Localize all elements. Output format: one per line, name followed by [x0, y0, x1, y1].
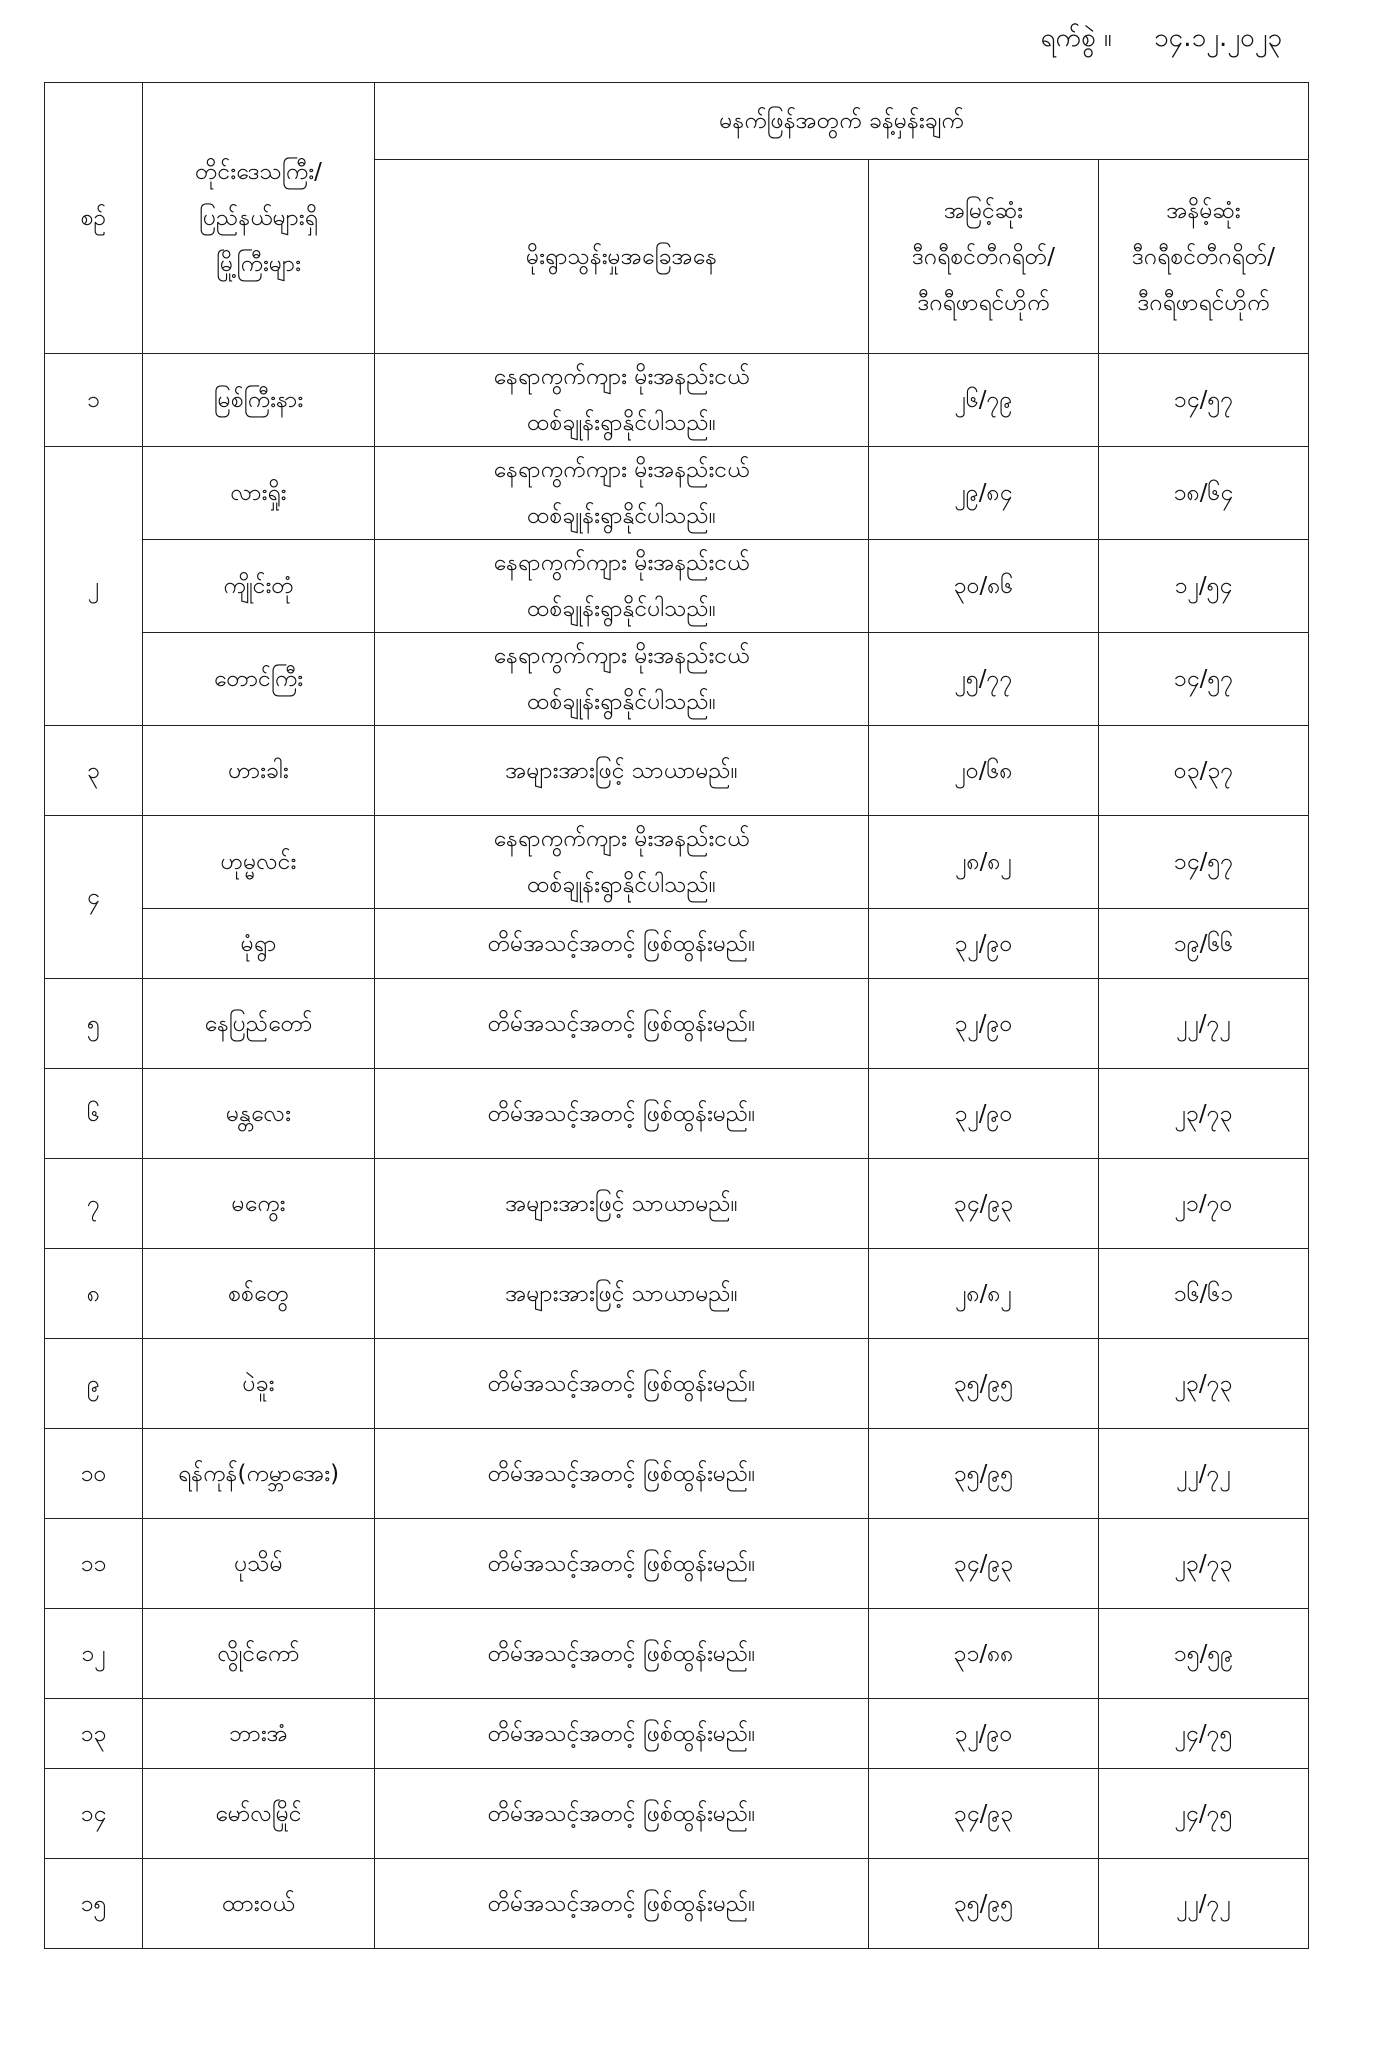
city-cell: လွိုင်ကော် [143, 1609, 375, 1699]
table-row [45, 816, 1309, 909]
min-temp-cell: ၂၂/၇၂ [1099, 1429, 1309, 1519]
table-row [45, 1249, 1309, 1339]
min-temp-cell: ၂၃/၇၃ [1099, 1519, 1309, 1609]
header-serial: စဉ် [45, 83, 143, 354]
condition-line: တိမ်အသင့်အတင့် ဖြစ်ထွန်းမည်။ [487, 1370, 756, 1397]
city-cell: ဘားအံ [143, 1699, 375, 1769]
min-temp-cell: ၂၄/၇၅ [1099, 1769, 1309, 1859]
serial-cell: ၁၀ [45, 1429, 143, 1519]
max-temp-cell: ၃၄/၉၃ [869, 1519, 1099, 1609]
serial-cell: ၁၃ [45, 1699, 143, 1769]
condition-line: တိမ်အသင့်အတင့် ဖြစ်ထွန်းမည်။ [487, 1800, 756, 1827]
min-temp-cell: ၂၃/၇၃ [1099, 1069, 1309, 1159]
max-temp-cell: ၃၂/၉၀ [869, 1699, 1099, 1769]
serial-cell: ၁၄ [45, 1769, 143, 1859]
city-cell: တောင်ကြီး [143, 633, 375, 726]
city-cell: ဟုမ္မလင်း [143, 816, 375, 909]
serial-cell: ၈ [45, 1249, 143, 1339]
table-body [45, 354, 1309, 1949]
max-temp-cell: ၂၆/၇၉ [869, 354, 1099, 447]
city-cell: ရန်ကုန်(ကမ္ဘာအေး) [143, 1429, 375, 1519]
condition-cell [375, 1159, 869, 1249]
header-forecast-group: မနက်ဖြန်အတွက် ခန့်မှန်းချက် [375, 83, 1309, 160]
min-temp-cell: ၂၂/၇၂ [1099, 979, 1309, 1069]
header-min-line: ဒီဂရီဖာရင်ဟိုက် [1137, 289, 1270, 316]
condition-line: ထစ်ချုန်းရွာနိုင်ပါသည်။ [527, 410, 716, 436]
condition-cell [375, 726, 869, 816]
min-temp-cell: ၂၁/၇၀ [1099, 1159, 1309, 1249]
condition-line: နေရာကွက်ကျား မိုးအနည်းငယ် [493, 643, 750, 669]
table-row [45, 1519, 1309, 1609]
condition-cell [375, 540, 869, 633]
condition-line: တိမ်အသင့်အတင့် ဖြစ်ထွန်းမည်။ [487, 1100, 756, 1127]
min-temp-cell: ၂၂/၇၂ [1099, 1859, 1309, 1949]
condition-line: ထစ်ချုန်းရွာနိုင်ပါသည်။ [527, 503, 716, 529]
condition-cell [375, 1859, 869, 1949]
max-temp-cell: ၂၈/၈၂ [869, 1249, 1099, 1339]
max-temp-cell: ၃၅/၉၅ [869, 1859, 1099, 1949]
max-temp-cell: ၃၄/၉၃ [869, 1769, 1099, 1859]
condition-line: တိမ်အသင့်အတင့် ဖြစ်ထွန်းမည်။ [487, 1460, 756, 1487]
condition-line: တိမ်အသင့်အတင့် ဖြစ်ထွန်းမည်။ [487, 930, 756, 957]
serial-cell: ၄ [45, 816, 143, 979]
min-temp-cell: ၁၆/၆၁ [1099, 1249, 1309, 1339]
condition-line: တိမ်အသင့်အတင့် ဖြစ်ထွန်းမည်။ [487, 1640, 756, 1667]
header-city-line: မြို့ကြီးများ [216, 251, 301, 277]
header-city-line: ပြည်နယ်များရှိ [199, 205, 318, 231]
header-max-line: ဒီဂရီဖာရင်ဟိုက် [917, 289, 1050, 316]
city-cell: လားရှိုး [143, 447, 375, 540]
condition-line: တိမ်အသင့်အတင့် ဖြစ်ထွန်းမည်။ [487, 1550, 756, 1577]
condition-cell [375, 1339, 869, 1429]
min-temp-cell: ၁၂/၅၄ [1099, 540, 1309, 633]
condition-line: အများအားဖြင့် သာယာမည်။ [505, 757, 738, 784]
condition-cell [375, 909, 869, 979]
condition-cell [375, 1699, 869, 1769]
city-cell: မုံရွာ [143, 909, 375, 979]
serial-cell: ၁ [45, 354, 143, 447]
condition-cell [375, 979, 869, 1069]
document-date [1041, 20, 1282, 59]
condition-line: နေရာကွက်ကျား မိုးအနည်းငယ် [493, 826, 750, 852]
table-row [45, 1339, 1309, 1429]
max-temp-cell: ၃၂/၉၀ [869, 1069, 1099, 1159]
header-min-line: အနိမ့်ဆုံး [1166, 197, 1241, 224]
condition-cell [375, 1429, 869, 1519]
header-condition: မိုးရွာသွန်းမှုအခြေအနေ [375, 160, 869, 354]
min-temp-cell: ၁၅/၅၉ [1099, 1609, 1309, 1699]
condition-cell [375, 1519, 869, 1609]
min-temp-cell: ၂၃/၇၃ [1099, 1339, 1309, 1429]
min-temp-cell: ၁၈/၆၄ [1099, 447, 1309, 540]
max-temp-cell: ၂၈/၈၂ [869, 816, 1099, 909]
min-temp-cell: ၁၄/၅၇ [1099, 354, 1309, 447]
condition-line: နေရာကွက်ကျား မိုးအနည်းငယ် [493, 457, 750, 483]
city-cell: ကျိုင်းတုံ [143, 540, 375, 633]
table-row [45, 633, 1309, 726]
condition-cell [375, 1249, 869, 1339]
table-row [45, 1159, 1309, 1249]
condition-line: တိမ်အသင့်အတင့် ဖြစ်ထွန်းမည်။ [487, 1890, 756, 1917]
max-temp-cell: ၃၁/၈၈ [869, 1609, 1099, 1699]
city-cell: ပုသိမ် [143, 1519, 375, 1609]
table-header [45, 83, 1309, 354]
min-temp-cell: ၀၃/၃၇ [1099, 726, 1309, 816]
condition-line: တိမ်အသင့်အတင့် ဖြစ်ထွန်းမည်။ [487, 1720, 756, 1747]
serial-cell: ၅ [45, 979, 143, 1069]
header-min-temp [1099, 160, 1309, 354]
city-cell: စစ်တွေ [143, 1249, 375, 1339]
condition-cell [375, 354, 869, 447]
serial-cell: ၁၁ [45, 1519, 143, 1609]
serial-cell: ၆ [45, 1069, 143, 1159]
max-temp-cell: ၃၂/၉၀ [869, 979, 1099, 1069]
city-cell: မန္တလေး [143, 1069, 375, 1159]
serial-cell: ၂ [45, 447, 143, 726]
min-temp-cell: ၂၄/၇၅ [1099, 1699, 1309, 1769]
max-temp-cell: ၂၉/၈၄ [869, 447, 1099, 540]
header-city-line: တိုင်းဒေသကြီး/ [195, 159, 322, 185]
city-cell: ထားဝယ် [143, 1859, 375, 1949]
table-row [45, 540, 1309, 633]
city-cell: ပဲခူး [143, 1339, 375, 1429]
city-cell: မြစ်ကြီးနား [143, 354, 375, 447]
date-label: ရက်စွဲ ။ [1040, 23, 1112, 53]
table-row [45, 1859, 1309, 1949]
max-temp-cell: ၃၅/၉၅ [869, 1429, 1099, 1519]
condition-line: အများအားဖြင့် သာယာမည်။ [505, 1280, 738, 1307]
serial-cell: ၁၅ [45, 1859, 143, 1949]
condition-line: ထစ်ချုန်းရွာနိုင်ပါသည်။ [527, 872, 716, 898]
condition-cell [375, 1609, 869, 1699]
condition-cell [375, 447, 869, 540]
condition-cell [375, 816, 869, 909]
city-cell: မကွေး [143, 1159, 375, 1249]
weather-forecast-table [44, 82, 1309, 1949]
header-min-line: ဒီဂရီစင်တီဂရိတ်/ [1132, 243, 1275, 270]
condition-cell [375, 633, 869, 726]
serial-cell: ၇ [45, 1159, 143, 1249]
condition-line: ထစ်ချုန်းရွာနိုင်ပါသည်။ [527, 596, 716, 622]
serial-cell: ၁၂ [45, 1609, 143, 1699]
condition-line: အများအားဖြင့် သာယာမည်။ [505, 1190, 738, 1217]
table-row [45, 726, 1309, 816]
max-temp-cell: ၂၀/၆၈ [869, 726, 1099, 816]
table-row [45, 1769, 1309, 1859]
header-city [143, 83, 375, 354]
header-max-line: ဒီဂရီစင်တီဂရိတ်/ [912, 243, 1055, 270]
header-max-line: အမြင့်ဆုံး [944, 197, 1023, 224]
condition-cell [375, 1069, 869, 1159]
min-temp-cell: ၁၉/၆၆ [1099, 909, 1309, 979]
max-temp-cell: ၃၅/၉၅ [869, 1339, 1099, 1429]
condition-line: တိမ်အသင့်အတင့် ဖြစ်ထွန်းမည်။ [487, 1010, 756, 1037]
serial-cell: ၃ [45, 726, 143, 816]
condition-cell [375, 1769, 869, 1859]
max-temp-cell: ၃၄/၉၃ [869, 1159, 1099, 1249]
max-temp-cell: ၃၀/၈၆ [869, 540, 1099, 633]
table-row [45, 354, 1309, 447]
table-row [45, 909, 1309, 979]
table-row [45, 1609, 1309, 1699]
table-row [45, 1429, 1309, 1519]
min-temp-cell: ၁၄/၅၇ [1099, 633, 1309, 726]
city-cell: ဟားခါး [143, 726, 375, 816]
min-temp-cell: ၁၄/၅၇ [1099, 816, 1309, 909]
table-row [45, 447, 1309, 540]
condition-line: နေရာကွက်ကျား မိုးအနည်းငယ် [493, 550, 750, 576]
max-temp-cell: ၃၂/၉၀ [869, 909, 1099, 979]
city-cell: နေပြည်တော် [143, 979, 375, 1069]
serial-cell: ၉ [45, 1339, 143, 1429]
condition-line: နေရာကွက်ကျား မိုးအနည်းငယ် [493, 364, 750, 390]
max-temp-cell: ၂၅/၇၇ [869, 633, 1099, 726]
table-row [45, 1699, 1309, 1769]
date-value: ၁၄.၁၂.၂၀၂၃ [1154, 23, 1282, 53]
city-cell: မော်လမြိုင် [143, 1769, 375, 1859]
table-row [45, 1069, 1309, 1159]
condition-line: ထစ်ချုန်းရွာနိုင်ပါသည်။ [527, 689, 716, 715]
table-row [45, 979, 1309, 1069]
header-max-temp [869, 160, 1099, 354]
